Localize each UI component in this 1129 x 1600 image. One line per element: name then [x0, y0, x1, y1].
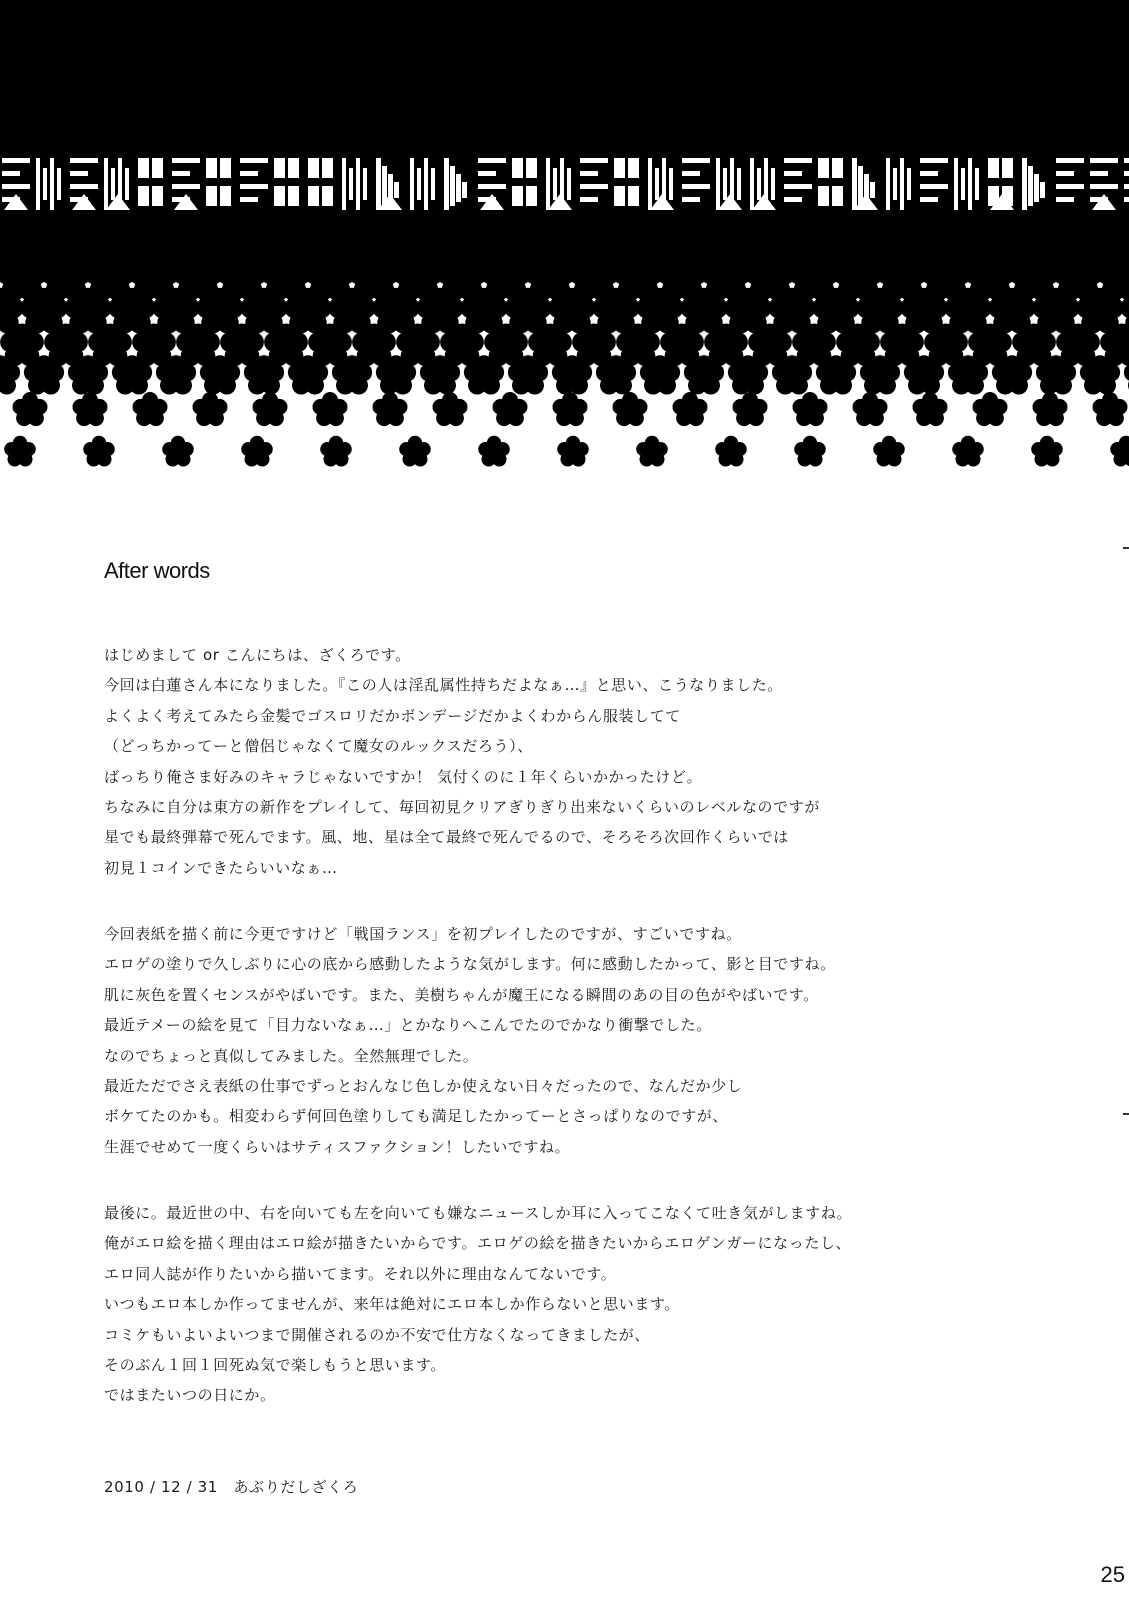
pattern-glyph — [240, 158, 268, 163]
pattern-glyph — [274, 186, 285, 206]
pattern-glyph — [376, 158, 381, 210]
pattern-glyph — [111, 168, 115, 200]
pattern-glyph — [580, 171, 598, 176]
flower-shape — [13, 392, 48, 426]
flower-shape — [478, 436, 510, 467]
flower-shape — [73, 392, 108, 426]
pattern-glyph — [900, 158, 904, 210]
pattern-glyph — [240, 197, 258, 202]
pattern-glyph — [954, 158, 958, 210]
text-line: そのぶん１回１回死ぬ気で楽しもうと思います。 — [104, 1355, 447, 1374]
text-line: 最後に。最近世の中、右を向いても左を向いても嫌なニュースしか耳に入ってこなくて吐き気がしますね。 — [104, 1204, 853, 1222]
pattern-glyph — [1056, 158, 1084, 163]
flower-shape — [1093, 392, 1128, 426]
pattern-glyph — [723, 168, 727, 200]
flower-shape — [320, 436, 352, 467]
page-edge-mark — [1123, 1113, 1129, 1115]
pattern-glyph — [2, 184, 30, 189]
pattern-glyph — [818, 186, 829, 206]
text-line: 今回は白蓮さん本になりました。『この人は淫乱属性持ちだよなぁ…』と思い、こうなりました。 — [104, 676, 783, 695]
flower-shape — [313, 392, 348, 426]
text-line: よくよく考えてみたら金髪でゴスロリだかボンデージだかよくわからん服装してて — [104, 706, 681, 725]
pattern-glyph — [1056, 184, 1084, 189]
flower-shape — [715, 436, 747, 467]
flower-shape — [733, 392, 768, 426]
text-line: 最近ただでさえ表紙の仕事でずっとおんなじ色しか使えない日々だったので、なんだか少し — [104, 1076, 743, 1095]
paragraph-2 — [104, 919, 984, 1162]
pattern-glyph — [886, 158, 890, 210]
pattern-glyph — [907, 168, 911, 200]
date-signature: 2010 / 12 / 31 あぶりだしざくろ — [104, 1478, 359, 1496]
pattern-glyph — [308, 158, 319, 178]
pattern-glyph — [274, 158, 285, 178]
page-title: After words — [104, 558, 210, 583]
text-line: ちなみに自分は東方の新作をプレイして、毎回初見クリアぎりぎり出来ないくらいのレベルなのですが — [104, 797, 820, 816]
pattern-glyph — [1028, 166, 1033, 206]
pattern-glyph — [220, 158, 231, 178]
pattern-glyph — [240, 171, 258, 176]
pattern-glyph — [669, 168, 673, 200]
pattern-glyph — [70, 158, 98, 163]
text-line: 俺がエロ絵を描く理由はエロ絵が描きたいからです。エロゲの絵を描きたいからエロゲンガーになったし、 — [104, 1234, 852, 1253]
pattern-glyph — [2, 158, 30, 163]
flower-shape — [973, 392, 1008, 426]
pattern-glyph — [832, 158, 843, 178]
pattern-glyph — [172, 184, 200, 189]
pattern-glyph — [322, 186, 333, 206]
pattern-glyph — [526, 186, 537, 206]
pattern-glyph — [125, 168, 129, 200]
pattern-glyph — [172, 158, 200, 163]
pattern-glyph — [1124, 184, 1129, 189]
pattern-glyph — [138, 158, 149, 178]
pattern-glyph — [553, 168, 557, 200]
text-line: なのでちょっと真似してみました。全然無理でした。 — [104, 1046, 479, 1065]
pattern-glyph — [478, 158, 506, 163]
pattern-glyph — [1090, 184, 1118, 189]
flower-shape — [83, 436, 115, 467]
pattern-glyph — [342, 158, 346, 210]
pattern-glyph — [920, 171, 938, 176]
pattern-glyph — [784, 171, 802, 176]
pattern-glyph — [818, 158, 829, 178]
text-line: ボケてたのかも。相変わらず何回色塗りしても満足したかってーとさっぱりなのですが、 — [104, 1107, 729, 1126]
pattern-glyph — [870, 182, 875, 198]
flower-shape — [557, 436, 589, 467]
pattern-glyph — [975, 168, 979, 200]
flower-shape — [853, 392, 888, 426]
pattern-glyph — [240, 184, 268, 189]
flower-shape — [133, 392, 168, 426]
pattern-glyph — [322, 158, 333, 178]
flower-shape — [1110, 436, 1129, 467]
pattern-glyph — [417, 168, 421, 200]
pattern-glyph — [682, 184, 710, 189]
pattern-glyph — [750, 158, 754, 210]
pattern-glyph — [220, 186, 231, 206]
flower-shape — [873, 436, 905, 467]
pattern-glyph — [450, 166, 455, 206]
pattern-glyph — [308, 186, 319, 206]
flower-shape — [636, 436, 668, 467]
pattern-glyph — [567, 168, 571, 200]
pattern-glyph — [1056, 197, 1074, 202]
pattern-glyph — [206, 186, 217, 206]
pattern-glyph — [771, 168, 775, 200]
text-line: エロゲの塗りで久しぶりに心の底から感動したような気がします。何に感動したかって、影と目ですね。 — [104, 955, 836, 974]
pattern-glyph — [961, 168, 965, 200]
decorative-header-band — [0, 0, 1129, 520]
pattern-glyph — [893, 168, 897, 200]
pattern-glyph — [138, 186, 149, 206]
pattern-glyph — [716, 158, 720, 210]
pattern-glyph — [456, 174, 461, 202]
flower-shape — [241, 436, 273, 467]
flower-shape — [913, 392, 948, 426]
pattern-glyph — [614, 158, 625, 178]
pattern-glyph — [356, 158, 360, 210]
paragraph-1 — [104, 640, 984, 883]
text-line: コミケもいよいよいつまで開催されるのか不安で仕方なくなってきましたが、 — [104, 1325, 651, 1344]
text-line: 肌に灰色を置くセンスがやばいです。また、美樹ちゃんが魔王になる瞬間のあの目の色がやばいです。 — [104, 985, 819, 1004]
page-number: 25 — [1100, 1562, 1125, 1587]
pattern-glyph — [152, 158, 163, 178]
pattern-glyph — [431, 168, 435, 200]
flower-shape — [4, 436, 36, 467]
pattern-glyph — [1124, 158, 1129, 163]
page-edge-mark — [1123, 547, 1129, 549]
pattern-glyph — [2, 171, 20, 176]
pattern-glyph — [682, 197, 700, 202]
pattern-glyph — [628, 186, 639, 206]
flower-shape — [793, 392, 828, 426]
pattern-glyph — [648, 158, 652, 210]
text-line: 初見１コインできたらいいなぁ… — [104, 858, 338, 877]
pattern-glyph — [737, 168, 741, 200]
pattern-glyph — [444, 158, 449, 210]
pattern-glyph — [1056, 171, 1074, 176]
pattern-glyph — [349, 168, 353, 200]
pattern-glyph — [920, 184, 948, 189]
pattern-glyph — [1124, 171, 1129, 176]
flower-shape — [399, 436, 431, 467]
text-line: ではまたいつの日にか。 — [104, 1386, 276, 1405]
pattern-glyph — [546, 158, 550, 210]
pattern-glyph — [852, 158, 857, 210]
pattern-glyph — [512, 186, 523, 206]
pattern-glyph — [920, 158, 948, 163]
pattern-glyph — [580, 184, 608, 189]
pattern-glyph — [580, 158, 608, 163]
pattern-glyph — [394, 182, 399, 198]
flower-shape — [373, 392, 408, 426]
pattern-glyph — [1034, 174, 1039, 202]
pattern-glyph — [50, 158, 54, 210]
text-line: ばっちり俺さま好みのキャラじゃないですか！ 気付くのに１年くらいかかったけど。 — [104, 767, 703, 786]
flower-shape — [794, 436, 826, 467]
pattern-glyph — [784, 184, 812, 189]
pattern-glyph — [1040, 182, 1045, 198]
pattern-glyph — [410, 158, 414, 210]
pattern-glyph — [43, 168, 47, 200]
pattern-glyph — [104, 158, 108, 210]
pattern-glyph — [784, 158, 812, 163]
pattern-glyph — [288, 158, 299, 178]
pattern-glyph — [462, 182, 467, 198]
text-line: 今回表紙を描く前に今更ですけど「戦国ランス」を初プレイしたのですが、すごいですね。 — [104, 925, 742, 943]
pattern-glyph — [36, 158, 40, 210]
flower-shape — [193, 392, 228, 426]
pattern-glyph — [1090, 171, 1108, 176]
text-line: 星でも最終弾幕で死んでます。風、地、星は全て最終で死んでるので、そろそろ次回作くらいでは — [104, 828, 789, 847]
flower-shape — [1033, 392, 1068, 426]
pattern-glyph — [1090, 158, 1118, 163]
pattern-glyph — [1022, 158, 1027, 210]
text-line: はじめまして or こんにちは、ざくろです。 — [104, 646, 411, 664]
pattern-glyph — [70, 171, 88, 176]
pattern-glyph — [1124, 197, 1129, 202]
pattern-glyph — [920, 197, 938, 202]
flower-shape — [433, 392, 468, 426]
pattern-glyph — [1002, 158, 1013, 178]
pattern-glyph — [152, 186, 163, 206]
pattern-glyph — [614, 186, 625, 206]
pattern-glyph — [784, 197, 802, 202]
flower-pattern — [0, 216, 1129, 466]
pattern-glyph — [172, 171, 190, 176]
flower-shape — [673, 392, 708, 426]
pattern-glyph — [968, 158, 972, 210]
pattern-glyph — [57, 168, 61, 200]
pattern-glyph — [988, 158, 999, 178]
flower-shape — [162, 436, 194, 467]
flower-shape — [1031, 436, 1063, 467]
pattern-glyph — [526, 158, 537, 178]
pattern-glyph — [682, 171, 700, 176]
pattern-glyph — [682, 158, 710, 163]
text-line: （どっちかってーと僧侶じゃなくて魔女のルックスだろう）、 — [104, 737, 533, 756]
pattern-glyph — [580, 197, 598, 202]
pattern-glyph — [512, 158, 523, 178]
text-line: エロ同人誌が作りたいから描いてます。それ以外に理由なんてないです。 — [104, 1264, 617, 1283]
flower-shape — [553, 392, 588, 426]
pattern-glyph — [655, 168, 659, 200]
pattern-glyph — [832, 186, 843, 206]
flower-shape — [613, 392, 648, 426]
pattern-glyph — [288, 186, 299, 206]
flower-shape — [253, 392, 288, 426]
pattern-glyph — [628, 158, 639, 178]
pattern-glyph — [424, 158, 428, 210]
text-line: いつもエロ本しか作ってませんが、来年は絶対にエロ本しか作らないと思います。 — [104, 1295, 681, 1314]
flower-shape — [952, 436, 984, 467]
pattern-glyph — [757, 168, 761, 200]
pattern-glyph — [363, 168, 367, 200]
pattern-glyph — [70, 184, 98, 189]
flower-shape — [493, 392, 528, 426]
pattern-glyph — [206, 158, 217, 178]
paragraph-3 — [104, 1198, 984, 1411]
pattern-glyph — [478, 171, 496, 176]
text-line: 最近テメーの絵を見て「目力ないなぁ…」とかなりへこんでたのでかなり衝撃でした。 — [104, 1016, 712, 1035]
text-line: 生涯でせめて一度くらいはサティスファクション！したいですね。 — [104, 1137, 571, 1156]
pattern-glyph — [478, 184, 506, 189]
